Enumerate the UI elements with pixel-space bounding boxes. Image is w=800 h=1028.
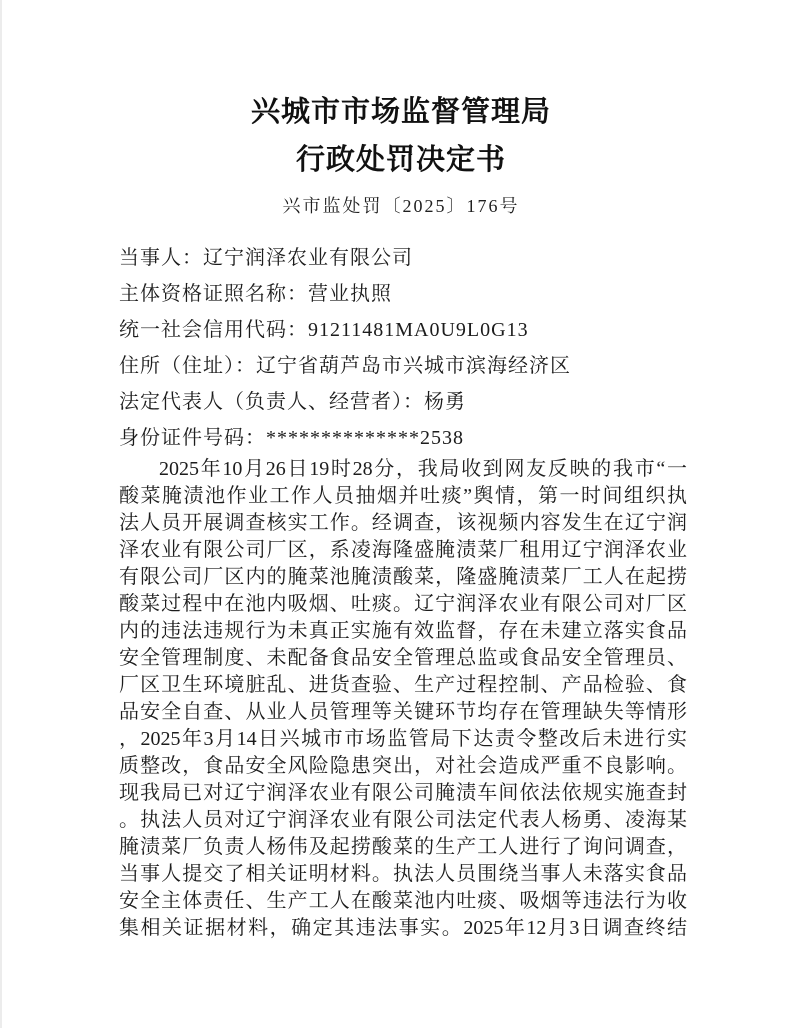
decision-body-text xyxy=(119,456,687,942)
body-line: 安全管理制度、未配备食品安全管理总监或食品安全管理员、 xyxy=(119,647,687,669)
document-header xyxy=(2,0,800,218)
license-type-line: 主体资格证照名称：营业执照 xyxy=(119,283,392,305)
body-line: 泽农业有限公司厂区，系凌海隆盛腌渍菜厂租用辽宁润泽农业 xyxy=(119,539,687,561)
body-line: 酸菜过程中在池内吸烟、吐痰。辽宁润泽农业有限公司对厂区 xyxy=(119,593,687,615)
credit-code-line: 统一社会信用代码：91211481MA0U9L0G13 xyxy=(119,319,529,341)
body-line: 厂区卫生环境脏乱、进货查验、生产过程控制、产品检验、食 xyxy=(119,674,687,696)
agency-title: 兴城市市场监督管理局 xyxy=(250,96,551,128)
body-line: 腌渍菜厂负责人杨伟及起捞酸菜的生产工人进行了询问调查， xyxy=(119,836,687,858)
body-line: 安全主体责任、生产工人在酸菜池内吐痰、吸烟等违法行为收 xyxy=(119,890,687,912)
party-information-block xyxy=(119,240,687,456)
legal-representative-line: 法定代表人（负责人、经营者）：杨勇 xyxy=(119,391,466,413)
body-line: 质整改，食品安全风险隐患突出，对社会造成严重不良影响。 xyxy=(119,755,687,777)
party-name-line: 当事人：辽宁润泽农业有限公司 xyxy=(119,247,413,269)
body-line: 法人员开展调查核实工作。经调查，该视频内容发生在辽宁润 xyxy=(119,512,687,534)
id-number-line: 身份证件号码：**************2538 xyxy=(119,427,464,449)
body-line: 集相关证据材料，确定其违法事实。2025年12月3日调查终结 xyxy=(119,917,687,939)
body-line: 内的违法违规行为未真正实施有效监督，存在未建立落实食品 xyxy=(119,620,687,642)
body-line: 酸菜腌渍池作业工作人员抽烟并吐痰”舆情，第一时间组织执 xyxy=(119,485,687,507)
body-line: 现我局已对辽宁润泽农业有限公司腌渍车间依法依规实施查封 xyxy=(119,782,687,804)
body-line: 当事人提交了相关证明材料。执法人员围绕当事人未落实食品 xyxy=(119,863,687,885)
document-number: 兴市监处罚〔2025〕176号 xyxy=(282,196,520,216)
address-line: 住所（住址）：辽宁省葫芦岛市兴城市滨海经济区 xyxy=(119,355,571,377)
body-line: ，2025年3月14日兴城市市场监管局下达责令整改后未进行实 xyxy=(119,728,687,750)
body-line: 2025年10月26日19时28分，我局收到网友反映的我市“一 xyxy=(159,458,687,480)
document-type-title: 行政处罚决定书 xyxy=(295,144,506,176)
body-line: 有限公司厂区内的腌菜池腌渍酸菜，隆盛腌渍菜厂工人在起捞 xyxy=(119,566,687,588)
body-line: 。执法人员对辽宁润泽农业有限公司法定代表人杨勇、凌海某 xyxy=(119,809,687,831)
body-line: 品安全自查、从业人员管理等关键环节均存在管理缺失等情形 xyxy=(119,701,687,723)
